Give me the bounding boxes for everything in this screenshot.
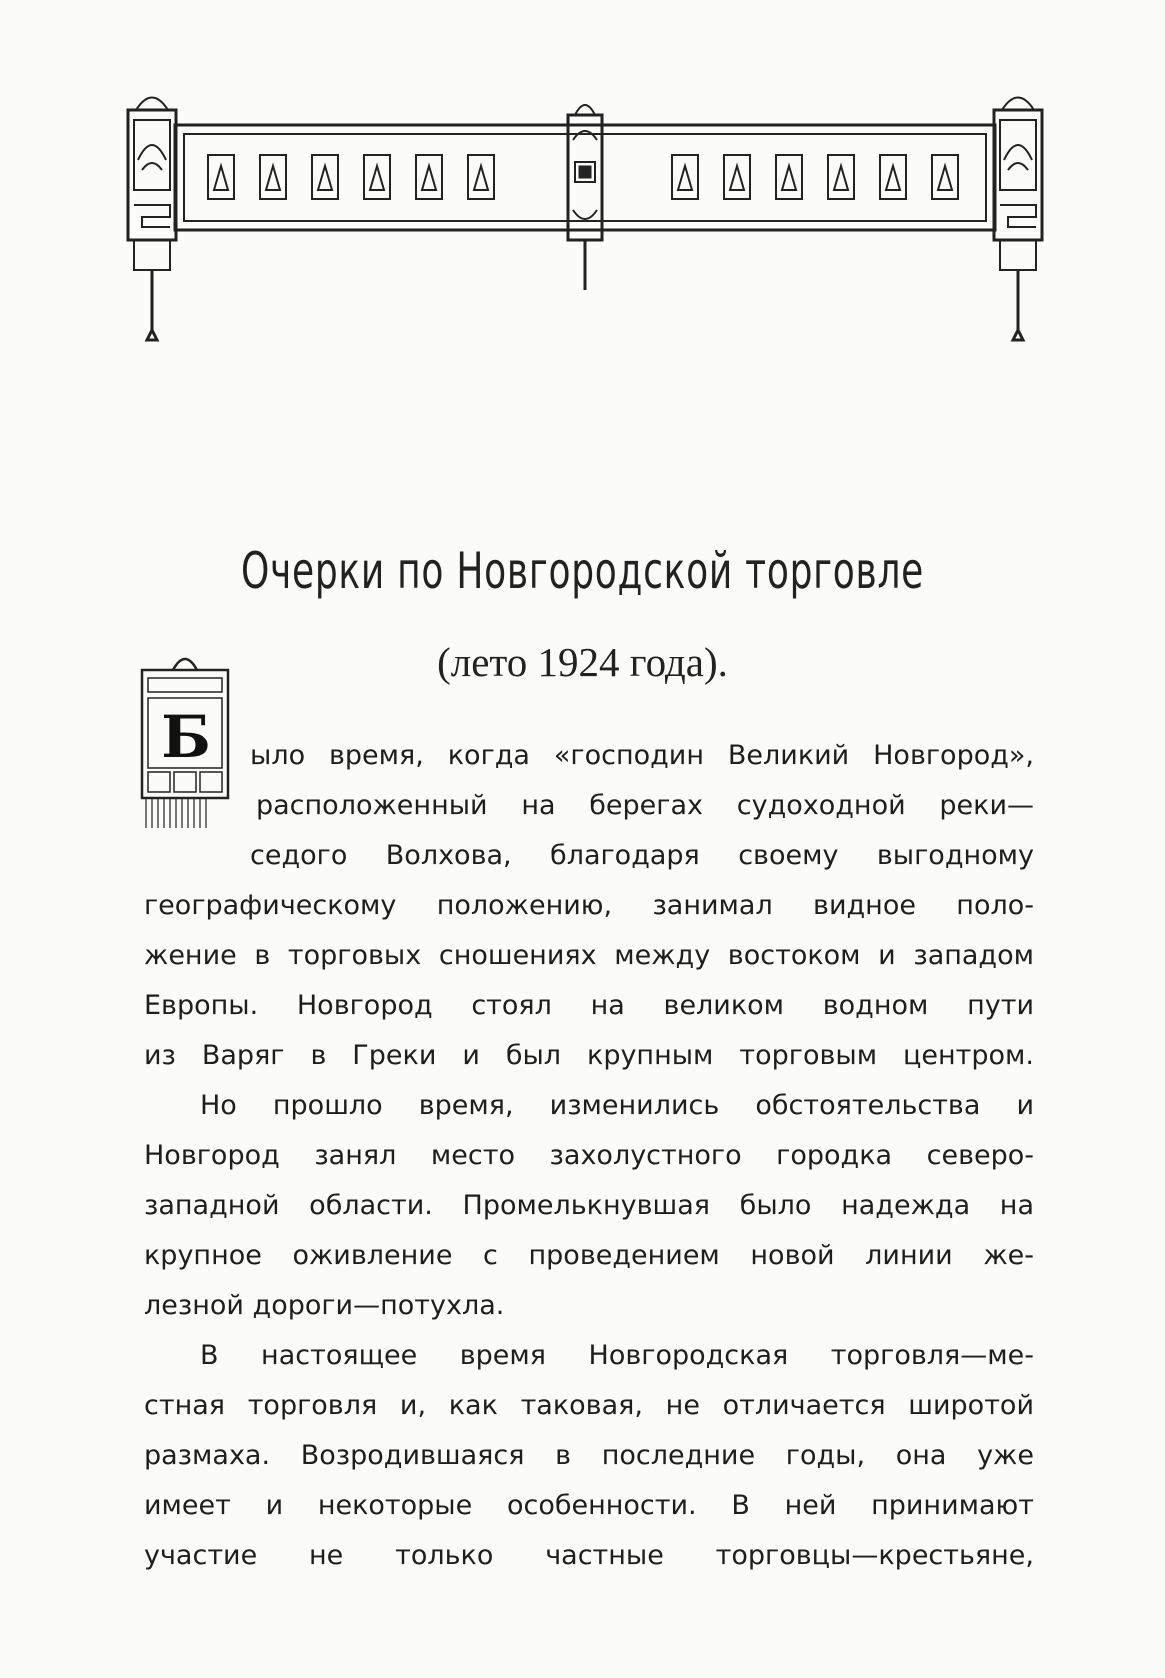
text-line: лезной дороги—потухла. — [144, 1290, 505, 1321]
text-line: имеет и некоторые особенности. В ней принимают — [144, 1490, 1034, 1521]
text-line: расположенный на берегах судоходной реки— — [256, 790, 1034, 821]
headpiece-ornament — [120, 80, 1050, 370]
text-line: географическому положению, занимал видное поло- — [144, 890, 1034, 921]
text-line: из Варяг в Греки и был крупным торговым центром. — [144, 1040, 1034, 1071]
text-line: Но прошло время, изменились обстоятельства и — [200, 1090, 1034, 1121]
text-line: размаха. Возродившаяся в последние годы, она уже — [144, 1440, 1034, 1471]
text-line: Новгород занял место захолустного городка северо- — [144, 1140, 1034, 1171]
text-line: западной области. Промелькнувшая было надежда на — [144, 1190, 1034, 1221]
text-line: крупное оживление с проведением новой линии же- — [144, 1240, 1034, 1271]
drop-cap-letter: Б — [161, 703, 211, 771]
text-line: жение в торговых сношениях между востоком и западом — [144, 940, 1034, 971]
text-line: В настоящее время Новгородская торговля—ме- — [200, 1340, 1034, 1371]
text-line: Европы. Новгород стоял на великом водном пути — [144, 990, 1034, 1021]
page-subtitle: (лето 1924 года). — [437, 639, 728, 685]
text-line: седого Волхова, благодаря своему выгодному — [250, 840, 1034, 871]
page-title: Очерки по Новгородской торговле — [240, 542, 925, 600]
text-line: стная торговля и, как таковая, не отличается широтой — [144, 1390, 1034, 1421]
text-line: участие не только частные торговцы—крестьяне, — [144, 1540, 1034, 1571]
article-body — [144, 731, 1034, 1581]
text-line: ыло время, когда «господин Великий Новгород», — [250, 740, 1034, 771]
